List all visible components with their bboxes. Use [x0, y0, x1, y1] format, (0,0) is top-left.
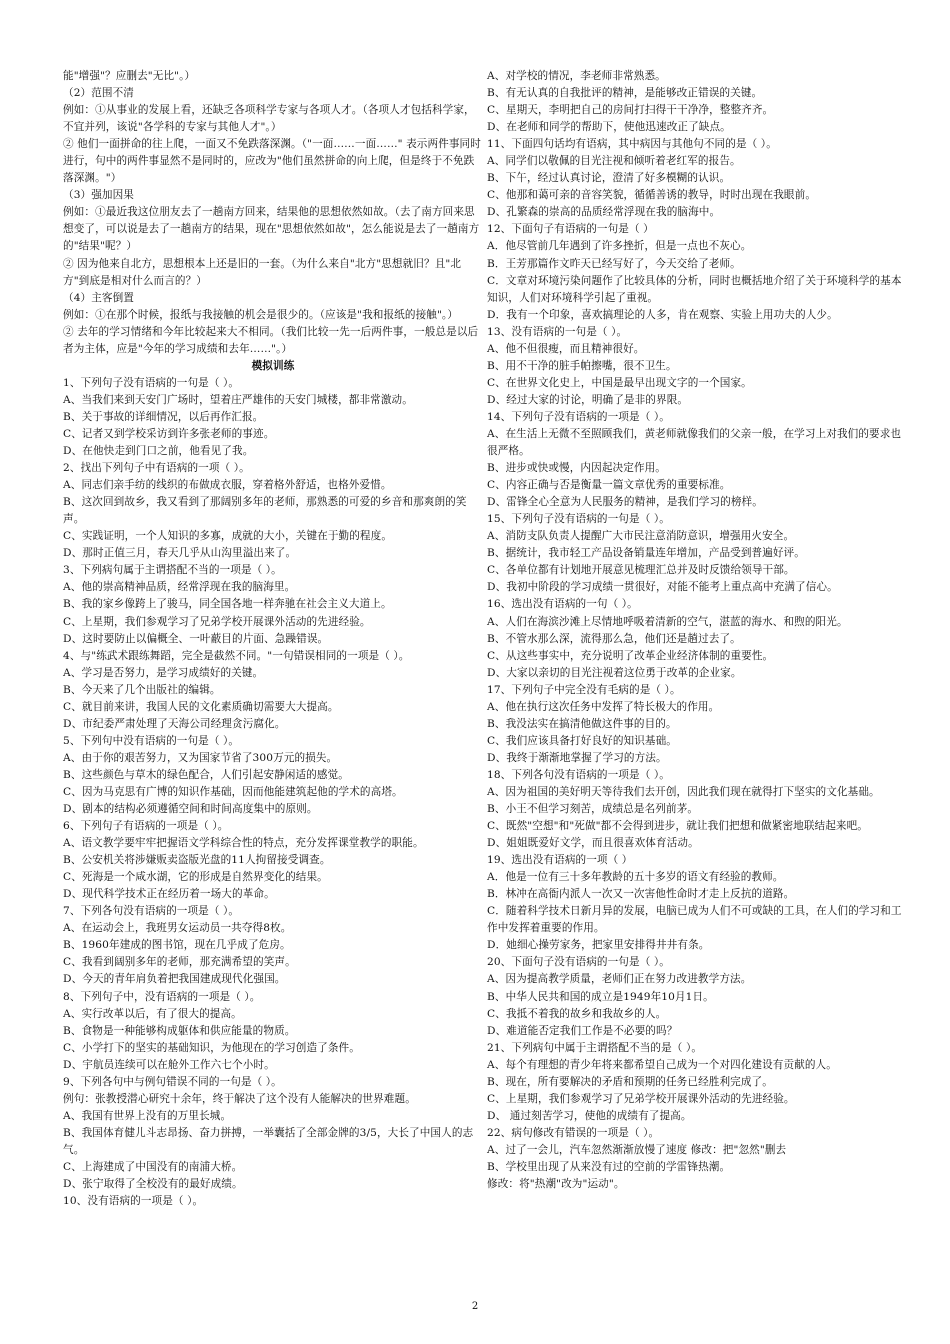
text-line: 11、下面四句话均有语病，其中病因与其他句不同的是（ ）。 — [487, 138, 777, 151]
text-line: D、难道能否定我们工作是不必要的吗？ — [487, 1024, 678, 1037]
text-line: A、我国有世界上没有的万里长城。 — [63, 1109, 232, 1122]
text-line: D．我有一个印象，喜欢搞理论的人多，肯在观察、实验上用功夫的人少。 — [487, 308, 838, 321]
text-line: D、今天的青年肩负着把我国建成现代化强国。 — [63, 973, 286, 986]
text-line: B、据统计，我市轻工产品设备销量连年增加，产品受到普遍好评。 — [487, 547, 806, 560]
text-line: 22、病句修改有错误的一项是（ ）。 — [487, 1126, 660, 1139]
text-line: D、孔繁森的崇高的品质经常浮现在我的脑海中。 — [487, 206, 721, 219]
text-line: 5、下列句中没有语病的一句是（ ）。 — [63, 734, 240, 747]
text-line: C、星期天，李明把自己的房间打扫得干干净净，整整齐齐。 — [487, 104, 774, 117]
text-line: 修改：将"热潮"改为"运动"。 — [487, 1178, 625, 1191]
text-line: D、经过大家的讨论，明确了是非的界限。 — [487, 393, 689, 406]
right-column — [487, 68, 907, 1193]
text-line: D、大家以亲切的目光注视着这位勇于改革的企业家。 — [487, 666, 742, 679]
text-line: B、不管水那么深，流得那么急，他们还是趟过去了。 — [487, 632, 741, 645]
text-line: C．随着科学技术日新月异的发展，电脑已成为人们不可或缺的工具，在人们的学习和工作中发挥着重要的作用。 — [487, 905, 902, 935]
text-line: D、宇航员连续可以在舱外工作六七个小时。 — [63, 1058, 275, 1071]
text-line: （2）范围不清 — [63, 87, 135, 100]
text-line: C、既然"空想"和"死做"都不会得到进步，就让我们把想和做紧密地联结起来吧。 — [487, 820, 868, 833]
text-line: A、当我们来到天安门广场时，望着庄严雄伟的天安门城楼，都非常激动。 — [63, 393, 413, 406]
text-line: B、今天来了几个出版社的编辑。 — [63, 683, 221, 696]
text-line: C、记者又到学校采访到许多张老师的事迹。 — [63, 427, 275, 440]
text-line: ② 他们一面拼命的往上爬，一面又不免跌落深渊。（"一面……一面……" 表示两件事同时进行，句中的两件事显然不是同时的，应改为"他们虽然拼命的向上爬，但是终于不免跌落深渊。"） — [63, 138, 481, 185]
text-line: C、我抵不着我的故乡和我故乡的人。 — [487, 1007, 667, 1020]
text-line: 20、下面句子没有语病的一句是（ ）。 — [487, 956, 670, 969]
text-line: 模拟训练 — [251, 359, 295, 372]
text-line: B．林冲在高衙内派人一次又一次害他性命时才走上反抗的道路。 — [487, 888, 795, 901]
text-line: A、过了一会儿，汽车忽然渐渐放慢了速度 修改：把"忽然"删去 — [487, 1143, 787, 1156]
text-line: 8、下列句子中，没有语病的一项是（ ）。 — [63, 990, 261, 1003]
text-line: 能"增强"？应删去"无比"。） — [63, 70, 196, 82]
text-line: B、小王不但学习刻苦，成绩总是名列前茅。 — [487, 803, 699, 816]
text-line: A、消防支队负责人提醒广大市民注意消防意识，增强用火安全。 — [487, 530, 795, 543]
text-line: 14、下列句子没有语病的一项是（ ）。 — [487, 410, 670, 423]
text-line: 18、下列各句没有语病的一项是（ ）。 — [487, 768, 670, 781]
text-line: D、我终于渐渐地掌握了学习的方法。 — [487, 751, 667, 764]
text-line: A、在运动会上，我班男女运动员一共夺得8枚。 — [63, 922, 292, 935]
text-line: 例如：①在那个时候，报纸与我接触的机会是很少的。（应该是"我和报纸的接触"。） — [63, 308, 459, 321]
left-column — [63, 68, 483, 1210]
text-line: D、那时正值三月，春天几乎从山沟里溢出来了。 — [63, 547, 297, 560]
text-line: A．他是一位有三十多年教龄的五十多岁的语文有经验的教师。 — [487, 871, 784, 884]
text-line: A、他不但很瘦，而且精神很好。 — [487, 342, 645, 355]
text-line: C、死海是一个咸水湖，它的形成是自然界变化的结果。 — [63, 871, 328, 884]
text-line: B．王芳那篇作文昨天已经写好了，今天交给了老师。 — [487, 257, 741, 270]
text-line: C、上星期，我们参观学习了兄弟学校开展课外活动的先进经验。 — [63, 615, 371, 628]
text-line: D、剧本的结构必须遵循空间和时间高度集中的原则。 — [63, 803, 318, 816]
text-line: C、上海建成了中国没有的南浦大桥。 — [63, 1161, 243, 1173]
text-line: 6、下列句子有语病的一项是（ ）。 — [63, 820, 229, 833]
text-line: 19、选出没有语病的一项（ ） — [487, 854, 633, 867]
text-line: C、从这些事实中，充分说明了改革企业经济体制的重要性。 — [487, 649, 774, 662]
text-line: B、我的家乡像跨上了骏马，同全国各地一样奔驰在社会主义大道上。 — [63, 598, 392, 611]
page-number: 2 — [471, 1301, 479, 1312]
text-line: D、我初中阶段的学习成绩一贯很好，对能不能考上重点高中充满了信心。 — [487, 581, 838, 594]
text-line: 3、下列病句属于主谓搭配不当的一项是（ ）。 — [63, 564, 282, 577]
text-line: ② 去年的学习情绪和今年比较起来大不相同。（我们比较一先一后两件事，一般总是以后者为主体，应是"今年的学习成绩和去年……"。） — [63, 325, 479, 355]
text-line: C、实践证明，一个人知识的多寡，成就的大小，关键在于勤的程度。 — [63, 530, 393, 543]
text-line: 4、与"练武术跟练舞蹈，完全是截然不同。"一句错误相同的一项是（ ）。 — [63, 649, 410, 662]
text-line: C、小学打下的坚实的基础知识，为他现在的学习创造了条件。 — [63, 1041, 360, 1054]
text-line: B、我国体育健儿斗志昂扬、奋力拼搏，一举囊括了全部金牌的3/5，大长了中国人的志气。 — [63, 1126, 474, 1156]
text-line: B、食物是一种能够构成躯体和供应能量的物质。 — [63, 1024, 296, 1037]
text-line: A、语文教学要牢牢把握语文学科综合性的特点，充分发挥课堂教学的职能。 — [63, 837, 424, 850]
text-line: D．她细心操劳家务，把家里安排得井井有条。 — [487, 939, 710, 952]
text-line: 1、下列句子没有语病的一句是（ ）。 — [63, 376, 240, 389]
text-line: A、因为提高教学质量，老师们正在努力改进教学方法。 — [487, 973, 752, 986]
text-line: B、用不干净的脏手帕擦嘴，很不卫生。 — [487, 359, 677, 372]
text-line: D、姐姐既爱好文学，而且很喜欢体育活动。 — [487, 837, 699, 850]
text-line: 21、下列病句中属于主谓搭配不当的是（ ）。 — [487, 1041, 703, 1054]
text-line: B、这次回到故乡，我又看到了那阔别多年的老师，那熟悉的可爱的乡音和那爽朗的笑声。 — [63, 496, 467, 526]
text-line: D、在他快走到门口之前，他看见了我。 — [63, 445, 254, 458]
text-line: 17、下列句子中完全没有毛病的是（ ）。 — [487, 683, 681, 696]
text-line: B、有无认真的自我批评的精神，是能够改正错误的关键。 — [487, 87, 763, 100]
text-line: A、学习是否努力，是学习成绩好的关键。 — [63, 666, 264, 679]
text-line: A、同学们以敬佩的目光注视和倾听着老红军的报告。 — [487, 155, 741, 168]
text-line: D、雷锋全心全意为人民服务的精神，是我们学习的榜样。 — [487, 496, 763, 509]
text-line: A、每个有理想的青少年将来都希望自己成为一个对四化建设有贡献的人。 — [487, 1058, 837, 1071]
text-line: ② 因为他来自北方，思想根本上还是旧的一套。（为什么来自"北方"思想就旧？且"北方"到底是相对什么而言的？） — [63, 257, 462, 287]
text-line: 例如：①最近我这位朋友去了一趟南方回来，结果他的思想依然如故。（去了南方回来思想变了，可以说是去了一趟南方的结果，现在"思想依然如故"，怎么能说是去了一趟南方的"结果"呢？） — [63, 206, 480, 253]
text-line: 13、没有语病的一句是（ ）。 — [487, 325, 628, 338]
text-line: C．文章对环境污染问题作了比较具体的分析，同时也概括地介绍了关于环境科学的基本知识，人们对环境科学引起了重视。 — [487, 274, 902, 304]
text-line: A、同志们亲手纺的线织的布做成衣服，穿着格外舒适，也格外爱惜。 — [63, 479, 392, 492]
text-line: 15、下列句子没有语病的一句是（ ）。 — [487, 513, 670, 526]
text-line: B、中华人民共和国的成立是1949年10月1日。 — [487, 990, 714, 1003]
text-line: A、人们在海滨沙滩上尽情地呼吸着清新的空气，湛蓝的海水、和煦的阳光。 — [487, 615, 848, 628]
text-line: D、市纪委严肃处理了天海公司经理贪污腐化。 — [63, 717, 286, 730]
text-line: B、1960年建成的图书馆，现在几乎成了危房。 — [63, 939, 291, 952]
text-line: A、他在执行这次任务中发挥了特长极大的作用。 — [487, 700, 720, 713]
text-line: C、上星期，我们参观学习了兄弟学校开展课外活动的先进经验。 — [487, 1092, 795, 1105]
text-line: B、下午，经过认真讨论，澄清了好多模糊的认识。 — [487, 172, 731, 185]
text-line: 例句：张教授潜心研究十余年，终于解决了这个没有人能解决的世界难题。 — [63, 1092, 416, 1105]
text-line: B、关于事故的详细情况，以后再作汇报。 — [63, 410, 264, 423]
text-line: A、对学校的情况，李老师非常熟悉。 — [487, 70, 666, 82]
text-line: D、在老师和同学的帮助下，使他迅速改正了缺点。 — [487, 121, 731, 134]
text-line: 16、选出没有语病的一句（ ）。 — [487, 598, 638, 611]
text-line: 9、下列各句中与例句错误不同的一句是（ ）。 — [63, 1075, 282, 1088]
text-line: 例如：①从事业的发展上看，还缺乏各项科学专家与各项人才。（各项人才包括科学家，不宜并列，该说"各学科的专家与其他人才"。） — [63, 104, 475, 134]
text-line: B、这些颜色与草木的绿色配合，人们引起安静闲适的感觉。 — [63, 768, 349, 781]
text-line: A．他尽管前几年遇到了许多挫折，但是一点也不灰心。 — [487, 240, 752, 253]
text-line: C、因为马克思有广博的知识作基础，因而他能建筑起他的学术的高塔。 — [63, 785, 403, 798]
text-line: A、实行改革以后，有了很大的提高。 — [63, 1007, 242, 1020]
text-line: B、进步或快或慢，内因起决定作用。 — [487, 462, 666, 475]
text-line: 2、找出下列句子中有语病的一项（ ）。 — [63, 462, 250, 475]
text-line: D、这时要防止以偏概全、一叶蔽目的片面、急躁错误。 — [63, 632, 329, 645]
text-line: 7、下列各句没有语病的一项是（ ）。 — [63, 905, 240, 918]
text-line: A、在生活上无微不至照顾我们，黄老师就像我们的父亲一般，在学习上对我们的要求也很严格。 — [487, 427, 902, 458]
text-line: C、我看到阔别多年的老师，那充满希望的笑声。 — [63, 956, 296, 969]
text-line: 12、下面句子有语病的一句是（ ） — [487, 223, 654, 236]
text-line: B、我没法实在搞清他做这件事的目的。 — [487, 717, 677, 730]
text-line: C、在世界文化史上，中国是最早出现文字的一个国家。 — [487, 376, 752, 389]
text-line: D、现代科学技术正在经历着一场大的革命。 — [63, 888, 275, 901]
text-line: 10、没有语病的一项是（ ）。 — [63, 1195, 204, 1208]
text-line: C、就目前来讲，我国人民的文化素质确切需要大大提高。 — [63, 700, 339, 713]
text-line: C、他那和蔼可亲的音容笑貌，循循善诱的教导，时时出现在我眼前。 — [487, 189, 817, 202]
text-line: A、因为祖国的美好明天等待我们去开创，因此我们现在就得打下坚实的文化基础。 — [487, 785, 880, 798]
text-line: C、我们应该具备打好良好的知识基础。 — [487, 734, 677, 747]
text-line: A、他的崇高精神品质，经常浮现在我的脑海里。 — [63, 581, 296, 594]
text-line: D、张宁取得了全校没有的最好成绩。 — [63, 1178, 243, 1191]
text-line: C、各单位都有计划地开展意见梳理汇总并及时反馈给领导干部。 — [487, 564, 795, 577]
text-line: A、由于你的艰苦努力，又为国家节省了300万元的损失。 — [63, 751, 338, 764]
text-line: B、现在，所有要解决的矛盾和预期的任务已经胜利完成了。 — [487, 1075, 773, 1088]
text-line: C、内容正确与否是衡量一篇文章优秀的重要标准。 — [487, 479, 731, 492]
text-line: B、公安机关将涉嫌贩卖盗版光盘的11人拘留接受调查。 — [63, 854, 331, 867]
text-line: D、 通过刻苦学习，使他的成绩有了提高。 — [487, 1109, 692, 1122]
text-line: B、学校里出现了从来没有过的空前的学雷锋热潮。 — [487, 1161, 731, 1173]
text-line: （4）主客倒置 — [63, 291, 135, 304]
text-line: （3）强加因果 — [63, 189, 135, 202]
